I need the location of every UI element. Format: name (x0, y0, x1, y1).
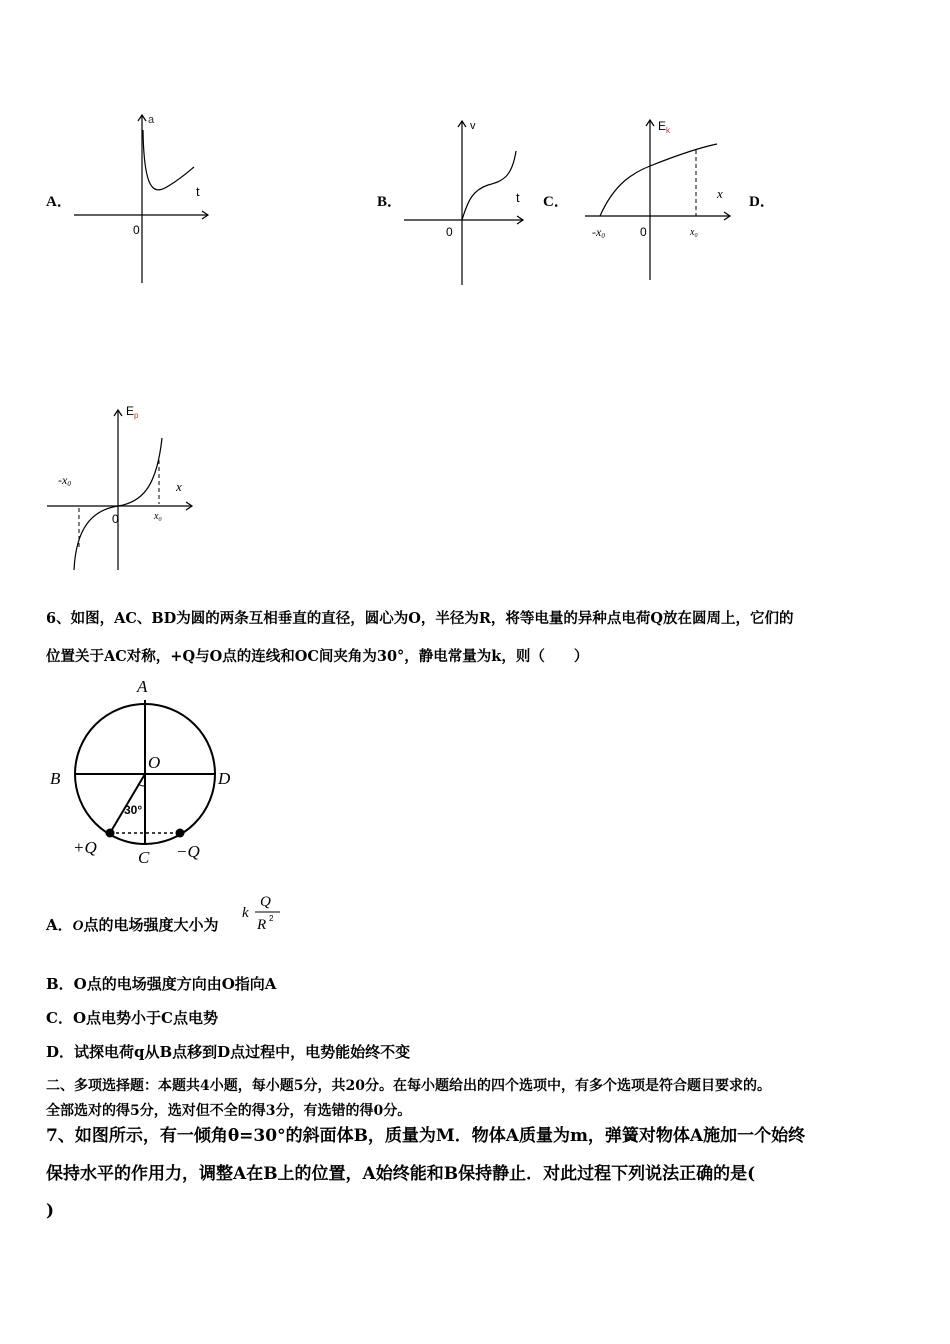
graph-c-origin: 0 (640, 225, 647, 239)
q6-option-a (46, 915, 219, 936)
graph-a-curve (143, 130, 194, 190)
q6-label-a: A (137, 677, 148, 696)
q7-line-1: 7、如图所示，有一倾角θ=30°的斜面体B，质量为M．物体A质量为m，弹簧对物体A施加一个始终 (46, 1126, 806, 1146)
formula-exp: 2 (269, 914, 274, 923)
option-b-label: B． (377, 194, 403, 210)
q6-line-1: 6、如图，AC、BD为圆的两条互相垂直的直径，圆心为O，半径为R，将等电量的异种点电荷Q放在圆周上，它们的 (46, 610, 794, 627)
q6-label-d: D (218, 769, 231, 788)
graph-c-neg-x0: -x0 (592, 225, 605, 240)
q6-line-2: 位置关于AC对称，+Q与O点的连线和OC间夹角为30°，静电常量为k，则（ ） (46, 648, 589, 665)
section2-line-2: 全部选对的得5分，选对但不全的得3分，有选错的得0分。 (46, 1103, 412, 1119)
graph-b-y-label: v (470, 120, 476, 132)
graph-d-x0: $x_0$ (154, 511, 162, 523)
graph-d (42, 398, 202, 578)
q6-circle-figure (40, 672, 250, 867)
graph-c-x0: $x_0$ (690, 227, 698, 239)
q6-option-a-o: O (72, 918, 84, 934)
formula-q: Q (260, 894, 271, 910)
formula-r: R (257, 917, 267, 933)
option-a-label: A． (46, 194, 72, 210)
q6-formula-kq-over-r2 (240, 888, 290, 938)
graph-a-x-label: t (196, 184, 200, 199)
option-c-label: C． (543, 194, 569, 210)
q6-label-b: B (50, 769, 61, 788)
formula-k: k (242, 905, 249, 921)
q6-minus-q-charge (176, 829, 185, 838)
q6-option-c: C．O点电势小于C点电势 (46, 1009, 218, 1027)
graph-d-y-label: $E_p$ (126, 404, 139, 420)
graph-b-curve (462, 151, 516, 220)
q7-line-3: ) (46, 1201, 55, 1221)
graph-c (580, 110, 740, 285)
graph-c-y-label: $E_k$ (658, 119, 671, 135)
q6-label-minus-q: −Q (176, 842, 200, 861)
q7-line-2: 保持水平的作用力，调整A在B上的位置，A始终能和B保持静止．对此过程下列说法正确的是( (46, 1164, 756, 1184)
graph-c-curve (600, 144, 717, 216)
q6-angle-label: 30° (124, 803, 143, 817)
graph-a (60, 105, 220, 290)
q6-option-d: D．试探电荷q从B点移到D点过程中，电势能始终不变 (46, 1043, 411, 1061)
q6-label-o: O (148, 753, 161, 772)
q6-label-c: C (138, 848, 150, 867)
graph-d-origin: 0 (112, 512, 119, 526)
graph-a-origin: 0 (133, 223, 140, 237)
graph-b-x-label: t (516, 190, 520, 205)
graph-a-y-label: a (148, 114, 155, 126)
q6-label-plus-q: +Q (73, 838, 97, 857)
q6-option-a-prefix: A． (46, 916, 73, 934)
q6-option-b: B．O点的电场强度方向由O指向A (46, 975, 277, 993)
graph-b-origin: 0 (446, 225, 453, 239)
graph-b (398, 115, 533, 290)
graph-d-neg-x0: -x0 (58, 473, 71, 488)
option-d-label: D． (749, 194, 775, 210)
q6-option-a-text: 点的电场强度大小为 (83, 916, 219, 934)
graph-c-x-label: x (717, 186, 723, 201)
graph-d-x-label: x (176, 479, 182, 494)
q6-plus-q-charge (106, 829, 115, 838)
section2-line-1: 二、多项选择题：本题共4小题，每小题5分，共20分。在每小题给出的四个选项中，有多个选项是符合题目要求的。 (46, 1078, 771, 1094)
